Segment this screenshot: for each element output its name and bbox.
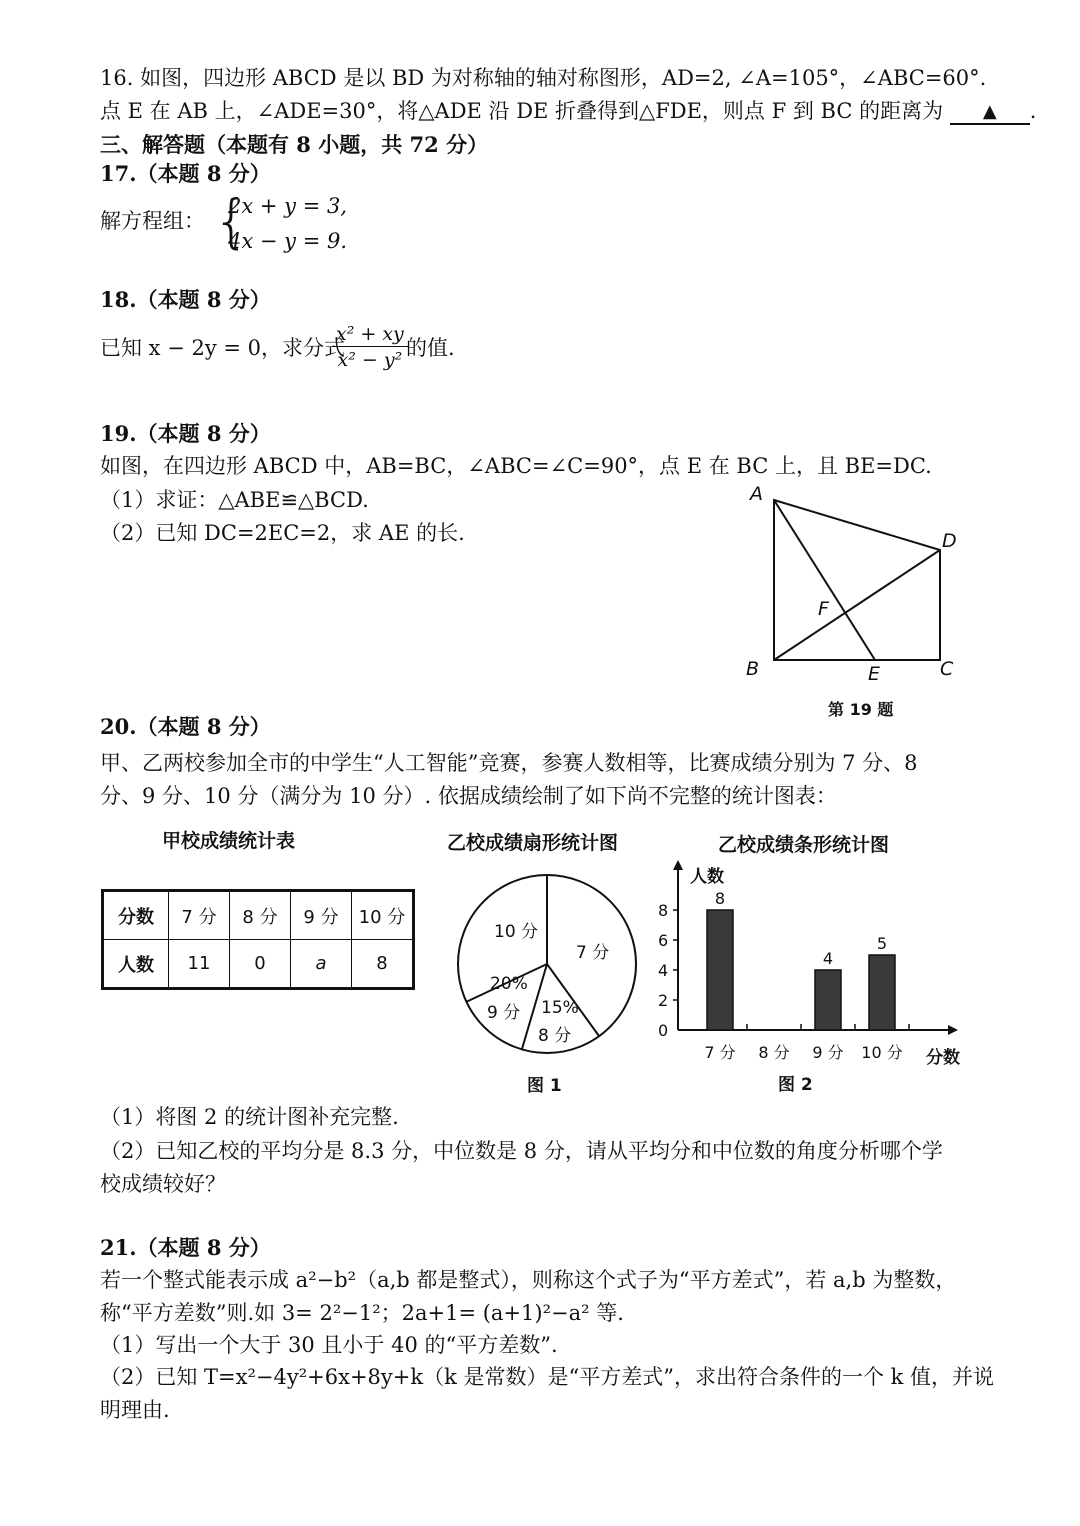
bar-value-label: 4 [822,949,834,968]
q21-part2a: （2）已知 T=x²−4y²+6x+8y+k（k 是常数）是“平方差式”，求出符合条件的一个 k 值，并说 [100,1365,995,1389]
table-cell: 7 分 [169,891,230,940]
q16-end: . [1029,99,1037,123]
score-table [101,889,415,990]
q19-part2: （2）已知 DC=2EC=2，求 AE 的长. [100,521,465,545]
q16-line2 [100,97,1036,125]
q19-text: 如图，在四边形 ABCD 中，AB=BC，∠ABC=∠C=90°，点 E 在 BC 上，且 BE=DC. [100,454,932,478]
y-axis-label: 人数 [690,867,724,887]
label-e: E [868,663,881,685]
bar [869,955,895,1030]
answer-blank: ▲ [950,101,1030,125]
q21-part2b: 明理由. [100,1398,170,1422]
table-cell: 9 分 [291,891,352,940]
segment-ae [774,500,875,660]
label-d: D [942,530,957,552]
y-tick-label: 6 [658,931,669,950]
q21-part1: （1）写出一个大于 30 且小于 40 的“平方差数”. [100,1333,558,1357]
q21-header: 21.（本题 8 分） [100,1235,271,1260]
bar-caption: 图 2 [778,1075,813,1095]
q20-part2a: （2）已知乙校的平均分是 8.3 分，中位数是 8 分，请从平均分和中位数的角度分析哪个学 [100,1139,943,1163]
pie-title: 乙校成绩扇形统计图 [447,832,619,854]
x-axis-label: 分数 [926,1048,960,1068]
table-cell: 11 [169,940,230,989]
q18-fraction [332,322,408,373]
table-header-cell: 人数 [103,940,169,989]
x-tick-label: 7 分 [704,1043,736,1062]
q20-text2: 分、9 分、10 分（满分为 10 分）. 依据成绩绘制了如下尚不完整的统计图表： [100,784,837,808]
bar-value-label: 5 [876,934,888,953]
table-row [103,891,414,940]
table-header-cell: 分数 [103,891,169,940]
q16-line1: 16. 如图，四边形 ABCD 是以 BD 为对称轴的轴对称图形，AD=2, ∠A=105°，∠ABC=60°. [100,66,987,90]
pie-label-7: 7 分 [576,943,610,963]
figure-caption: 第 19 题 [828,700,894,719]
y-axis-arrow-icon [673,860,683,870]
q20-part2b: 校成绩较好？ [100,1172,226,1196]
bar-value-label: 8 [714,889,726,908]
q16-line2-text: 点 E 在 AB 上，∠ADE=30°，将△ADE 沿 DE 折叠得到△FDE，则点 F 到 BC 的距离为 [100,99,944,123]
q19-header: 19.（本题 8 分） [100,421,271,446]
q17-prompt: 解方程组： [100,209,205,233]
section-title: 三、解答题（本题有 8 小题，共 72 分） [100,132,489,157]
q19-part1: （1）求证：△ABE≌△BCD. [100,488,369,512]
table-row [103,940,414,989]
pie-caption: 图 1 [527,1076,562,1096]
q18-suffix: 的值. [406,336,455,360]
fraction-denominator: x² − y² [337,349,403,371]
pie-label-10: 10 分 [494,922,539,942]
bar-chart [650,858,980,1108]
bar [707,910,733,1030]
q21-text1: 若一个整式能表示成 a²−b²（a,b 都是整式），则称这个式子为“平方差式”，若 a,b 为整数， [100,1268,957,1292]
q20-header: 20.（本题 8 分） [100,714,271,739]
fraction-numerator: x² + xy [332,322,408,347]
label-a: A [750,483,763,505]
y-tick-label: 8 [658,901,669,920]
system-brace: { [213,187,250,255]
pie-label-8: 8 分 [538,1026,572,1046]
q21-text2: 称“平方差数”则.如 3= 2²−1²；2a+1= (a+1)²−a² 等. [100,1301,624,1325]
table-title: 甲校成绩统计表 [162,830,296,852]
table-cell: 8 [352,940,414,989]
x-tick-label: 8 分 [758,1043,790,1062]
table-cell: a [291,940,352,989]
pie-label-8-pct: 15% [541,998,579,1018]
q18-header: 18.（本题 8 分） [100,287,271,312]
pie-label-9-pct: 20% [490,974,528,994]
y-tick-label: 0 [658,1021,669,1040]
x-tick-label: 9 分 [812,1043,844,1062]
y-tick-label: 2 [658,991,669,1010]
label-b: B [746,658,760,680]
q17-eq1: 2x + y = 3, [228,194,347,218]
table-cell: 8 分 [230,891,291,940]
q17-header: 17.（本题 8 分） [100,161,271,186]
q19-figure [730,475,970,725]
q17-eq2: 4x − y = 9. [228,229,347,253]
q18-prefix: 已知 x − 2y = 0，求分式 [100,336,345,360]
table-cell: 10 分 [352,891,414,940]
segment-bd [774,550,940,660]
pie-label-9: 9 分 [487,1003,521,1023]
q20-text1: 甲、乙两校参加全市的中学生“人工智能”竞赛，参赛人数相等，比赛成绩分别为 7 分、8 [100,751,918,775]
quadrilateral-abcd [774,500,940,660]
x-axis-arrow-icon [948,1025,958,1035]
label-f: F [818,598,829,620]
label-c: C [940,658,954,680]
x-tick-label: 10 分 [861,1043,903,1062]
table-cell: 0 [230,940,291,989]
y-tick-label: 4 [658,961,669,980]
bar [815,970,841,1030]
pie-chart [450,865,650,1105]
q20-part1: （1）将图 2 的统计图补充完整. [100,1105,399,1129]
bar-chart-title: 乙校成绩条形统计图 [718,834,890,856]
